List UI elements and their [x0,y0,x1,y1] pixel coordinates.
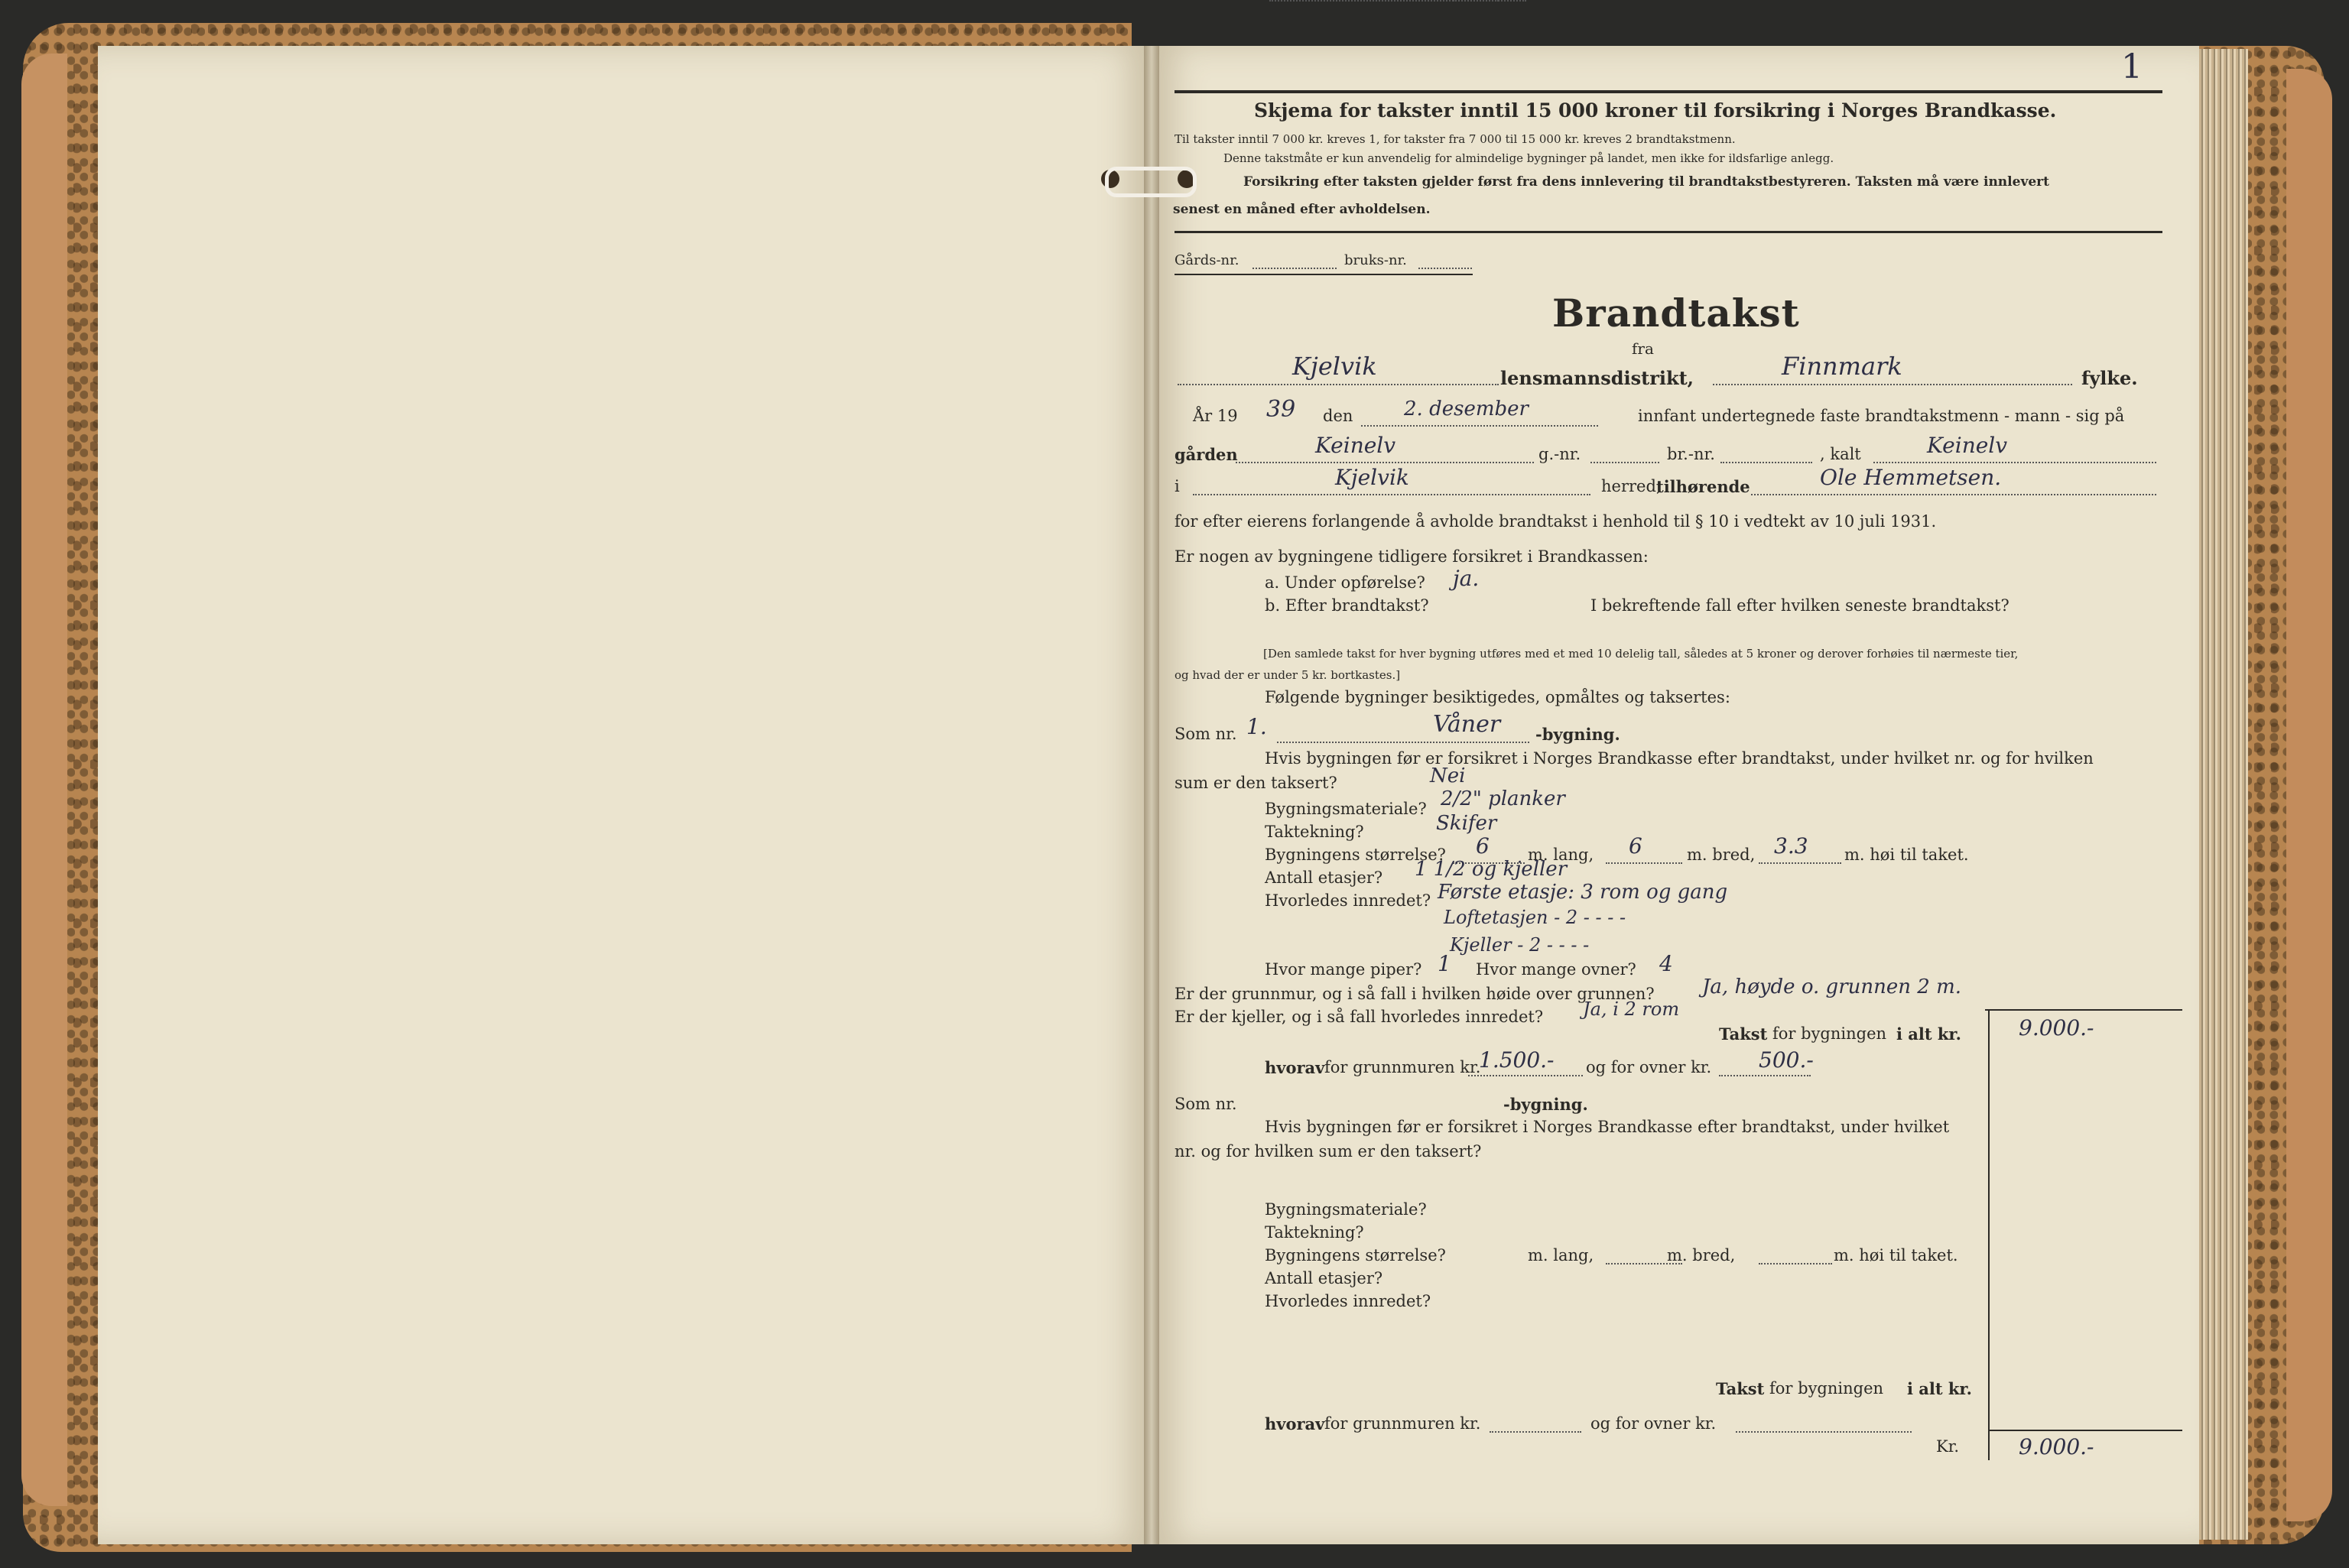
b1-ovner-kr-hw: 500.- [1759,1047,1814,1073]
b1-roof-label: Taktekning? [1265,823,1364,841]
blank-left-page [98,46,1152,1544]
b1-size-label: Bygningens størrelse? [1265,846,1446,864]
tilhorende-label: tilhørende [1656,477,1750,496]
b1-ovner-hw: 4 [1659,951,1673,976]
b1-grunnmur-question: Er der grunnmur, og i så fall i hvilken høide over grunnen? [1174,985,1655,1003]
b2-bygning: -bygning. [1503,1095,1588,1114]
b1-takst-label: Takst [1719,1024,1768,1044]
district-hw: Kjelvik [1292,352,1377,381]
b2-ovner-kr-field [1736,1431,1912,1433]
b1-ovner-kr-field [1719,1075,1811,1076]
farm-field [1236,462,1534,463]
b1-grunnmur-kr-hw: 1.500.- [1479,1047,1555,1073]
b1-hvis-1: Hvis bygningen før er forsikret i Norges Brandkasse efter brandtakst, under hvilket nr. og for hvilken [1265,749,2094,768]
herred-label: herred, [1601,477,1662,495]
form-note-1: Til takster inntil 7 000 kr. kreves 1, for takster fra 7 000 til 15 000 kr. kreves 2 brandtakstmenn. [1174,132,1736,146]
herred-field [1193,494,1590,495]
county-hw: Finnmark [1782,352,1902,381]
binding-string [1101,162,1200,197]
b1-height-hw: 3.3 [1774,833,1808,859]
totals-column-line [1988,1009,1990,1460]
b1-piper-label: Hvor mange piper? [1265,960,1422,979]
form-note-2: Denne takstmåte er kun anvendelig for almindelige bygninger på landet, men ikke for ildsfarlige anlegg. [1223,151,1834,165]
previous-b: b. Efter brandtakst? [1265,596,1429,615]
b1-takst-hw: 9.000.- [2019,1015,2094,1040]
gaards-nr-label: Gårds-nr. [1174,252,1239,268]
den-label: den [1323,407,1353,425]
b1-height-unit: m. høi til taket. [1844,846,1969,864]
b1-bygning: -bygning. [1535,725,1620,744]
district-field [1178,384,1499,385]
b2-height-unit: m. høi til taket. [1834,1246,1958,1264]
totals-top-rule [1985,1009,2182,1011]
b2-width-unit: m. bred, [1667,1246,1736,1264]
b1-length-unit: m. lang, [1528,846,1594,864]
b2-hvis-1: Hvis bygningen før er forsikret i Norges Brandkasse efter brandtakst, under hvilket [1265,1118,1950,1136]
owner-field [1751,494,2156,495]
b2-takst-text: for bygningen [1769,1379,1884,1398]
total-kr-label: Kr. [1936,1437,1960,1456]
gnr-field [1590,462,1659,463]
owner-hw: Ole Hemmetsen. [1820,465,2002,490]
b2-floors-label: Antall etasjer? [1265,1269,1383,1287]
brnr-label: br.-nr. [1667,445,1715,463]
b1-interior-hw-2: Loftetasjen - 2 - - - - [1444,907,1626,928]
gaards-nr-field [1252,268,1337,269]
kalt-field [1873,462,2156,463]
b2-size-label: Bygningens størrelse? [1265,1246,1446,1264]
b2-hvorav: hvorav [1265,1414,1325,1433]
i-label: i [1174,477,1180,495]
b2-length-field [1453,0,1526,2]
b2-hvis-2: nr. og for hvilken sum er den taksert? [1174,1142,1482,1161]
page-edges [2199,49,2248,1540]
b2-grunnmur-kr: for grunnmuren kr. [1324,1414,1481,1433]
county-label: fylke. [2081,367,2138,389]
ids-rule [1174,274,1473,275]
b1-floors-label: Antall etasjer? [1265,868,1383,887]
total-hw: 9.000.- [2019,1434,2094,1459]
b1-roof-hw: Skifer [1436,812,1497,835]
b1-width-unit: m. bred, [1687,846,1756,864]
b1-grunnmur-kr: for grunnmuren kr. [1324,1058,1481,1076]
year-hw: 39 [1266,396,1296,423]
b2-ovner-kr: og for ovner kr. [1590,1414,1717,1433]
b1-width-field [1606,862,1682,864]
date-line-text: innfant undertegnede faste brandtakstmenn - mann - sig på [1638,407,2125,425]
b1-hvis-2: sum er den taksert? [1174,774,1337,792]
b1-height-field [1759,862,1841,864]
b2-roof-label: Taktekning? [1265,1223,1364,1242]
date-field [1361,425,1598,427]
totals-bottom-rule [1988,1430,2182,1431]
farm-hw: Keinelv [1315,433,1396,458]
cover-edge-left [21,54,67,1506]
b2-grunnmur-kr-field [1490,1431,1581,1433]
b2-takst-ialt: i alt kr. [1907,1379,1972,1398]
b1-ovner-label: Hvor mange ovner? [1476,960,1636,979]
b2-height-field [1759,1263,1832,1264]
header-top-rule [1174,90,2162,93]
b1-grunnmur-kr-field [1468,1075,1583,1076]
b1-material-label: Bygningsmateriale? [1265,800,1427,818]
form-note-4: senest en måned efter avholdelsen. [1173,202,1431,217]
b1-takst-text: for bygningen [1772,1024,1887,1043]
header-bottom-rule [1174,231,2162,233]
b1-type-field [1277,742,1529,743]
b2-length-unit: m. lang, [1528,1246,1594,1264]
page-number: 1 [2121,47,2143,86]
b1-width-hw: 6 [1629,833,1642,859]
date-hw: 2. desember [1404,398,1529,420]
bruks-nr-label: bruks-nr. [1344,252,1407,268]
year-prefix: År 19 [1193,407,1238,425]
instruction-line-1: [Den samlede takst for hver bygning utføres med et med 10 delelig tall, således at 5 kroner og derover forhøies til nærmeste tier, [1263,647,2019,661]
form-right-page [1152,46,2199,1544]
form-note-3: Forsikring efter taksten gjelder først fra dens innlevering til brandtakstbestyreren. Taksten må være innlevert [1243,174,2049,190]
district-label: lensmannsdistrikt, [1500,367,1694,389]
gnr-label: g.-nr. [1538,445,1581,463]
book-gutter [1144,46,1159,1544]
herred-hw: Kjelvik [1335,465,1409,490]
b1-type-hw: Våner [1433,711,1501,738]
b1-hvorav: hvorav [1265,1058,1325,1077]
b1-nr-hw: 1. [1246,714,1267,739]
b2-takst-label: Takst [1716,1379,1765,1398]
b1-interior-hw-3: Kjeller - 2 - - - - [1450,934,1590,956]
b2-interior-label: Hvorledes innredet? [1265,1292,1431,1310]
b1-takst-ialt: i alt kr. [1896,1024,1961,1044]
b2-material-label: Bygningsmateriale? [1265,1200,1427,1219]
b1-piper-hw: 1 [1438,951,1451,976]
b1-interior-hw-1: Første etasje: 3 rom og gang [1438,881,1728,904]
b1-ovner-kr: og for ovner kr. [1586,1058,1712,1076]
string-loop [1105,167,1197,197]
following-text: Følgende bygninger besiktigedes, opmåltes og taksertes: [1265,688,1730,706]
previous-a-hw: ja. [1453,566,1480,591]
law-line: for efter eierens forlangende å avholde brandtakst i henhold til § 10 i vedtekt av 10 juli 1931. [1174,512,1937,531]
b1-floors-hw: 1 1/2 og kjeller [1415,858,1568,881]
kalt-label: , kalt [1820,445,1861,463]
form-title-fra: fra [1632,339,1654,358]
county-field [1713,384,2072,385]
b2-som-nr: Som nr. [1174,1095,1237,1113]
b1-material-hw: 2/2" planker [1441,787,1565,810]
previous-question: Er nogen av bygningene tidligere forsikret i Brandkassen: [1174,547,1649,566]
b1-som-nr: Som nr. [1174,725,1237,743]
kalt-hw: Keinelv [1927,433,2008,458]
farm-label: gården [1174,445,1238,464]
brnr-field [1720,462,1812,463]
b1-kjeller-hw: Ja, i 2 rom [1583,998,1680,1020]
bruks-nr-field [1418,268,1472,269]
b1-hvis-hw: Nei [1430,765,1466,787]
previous-b-followup: I bekreftende fall efter hvilken seneste brandtakst? [1590,596,2009,615]
cover-edge-right [2286,69,2332,1521]
b1-kjeller-question: Er der kjeller, og i så fall hvorledes innredet? [1174,1008,1544,1026]
form-title: Brandtakst [1552,291,1800,336]
previous-a: a. Under opførelse? [1265,573,1425,592]
b1-interior-label: Hvorledes innredet? [1265,891,1431,910]
instruction-line-2: og hvad der er under 5 kr. bortkastes.] [1174,668,1401,682]
form-header-title: Skjema for takster inntil 15 000 kroner til forsikring i Norges Brandkasse. [1254,99,2057,122]
b1-length-hw: 6 [1476,833,1490,859]
b1-grunnmur-hw: Ja, høyde o. grunnen 2 m. [1702,976,1961,998]
